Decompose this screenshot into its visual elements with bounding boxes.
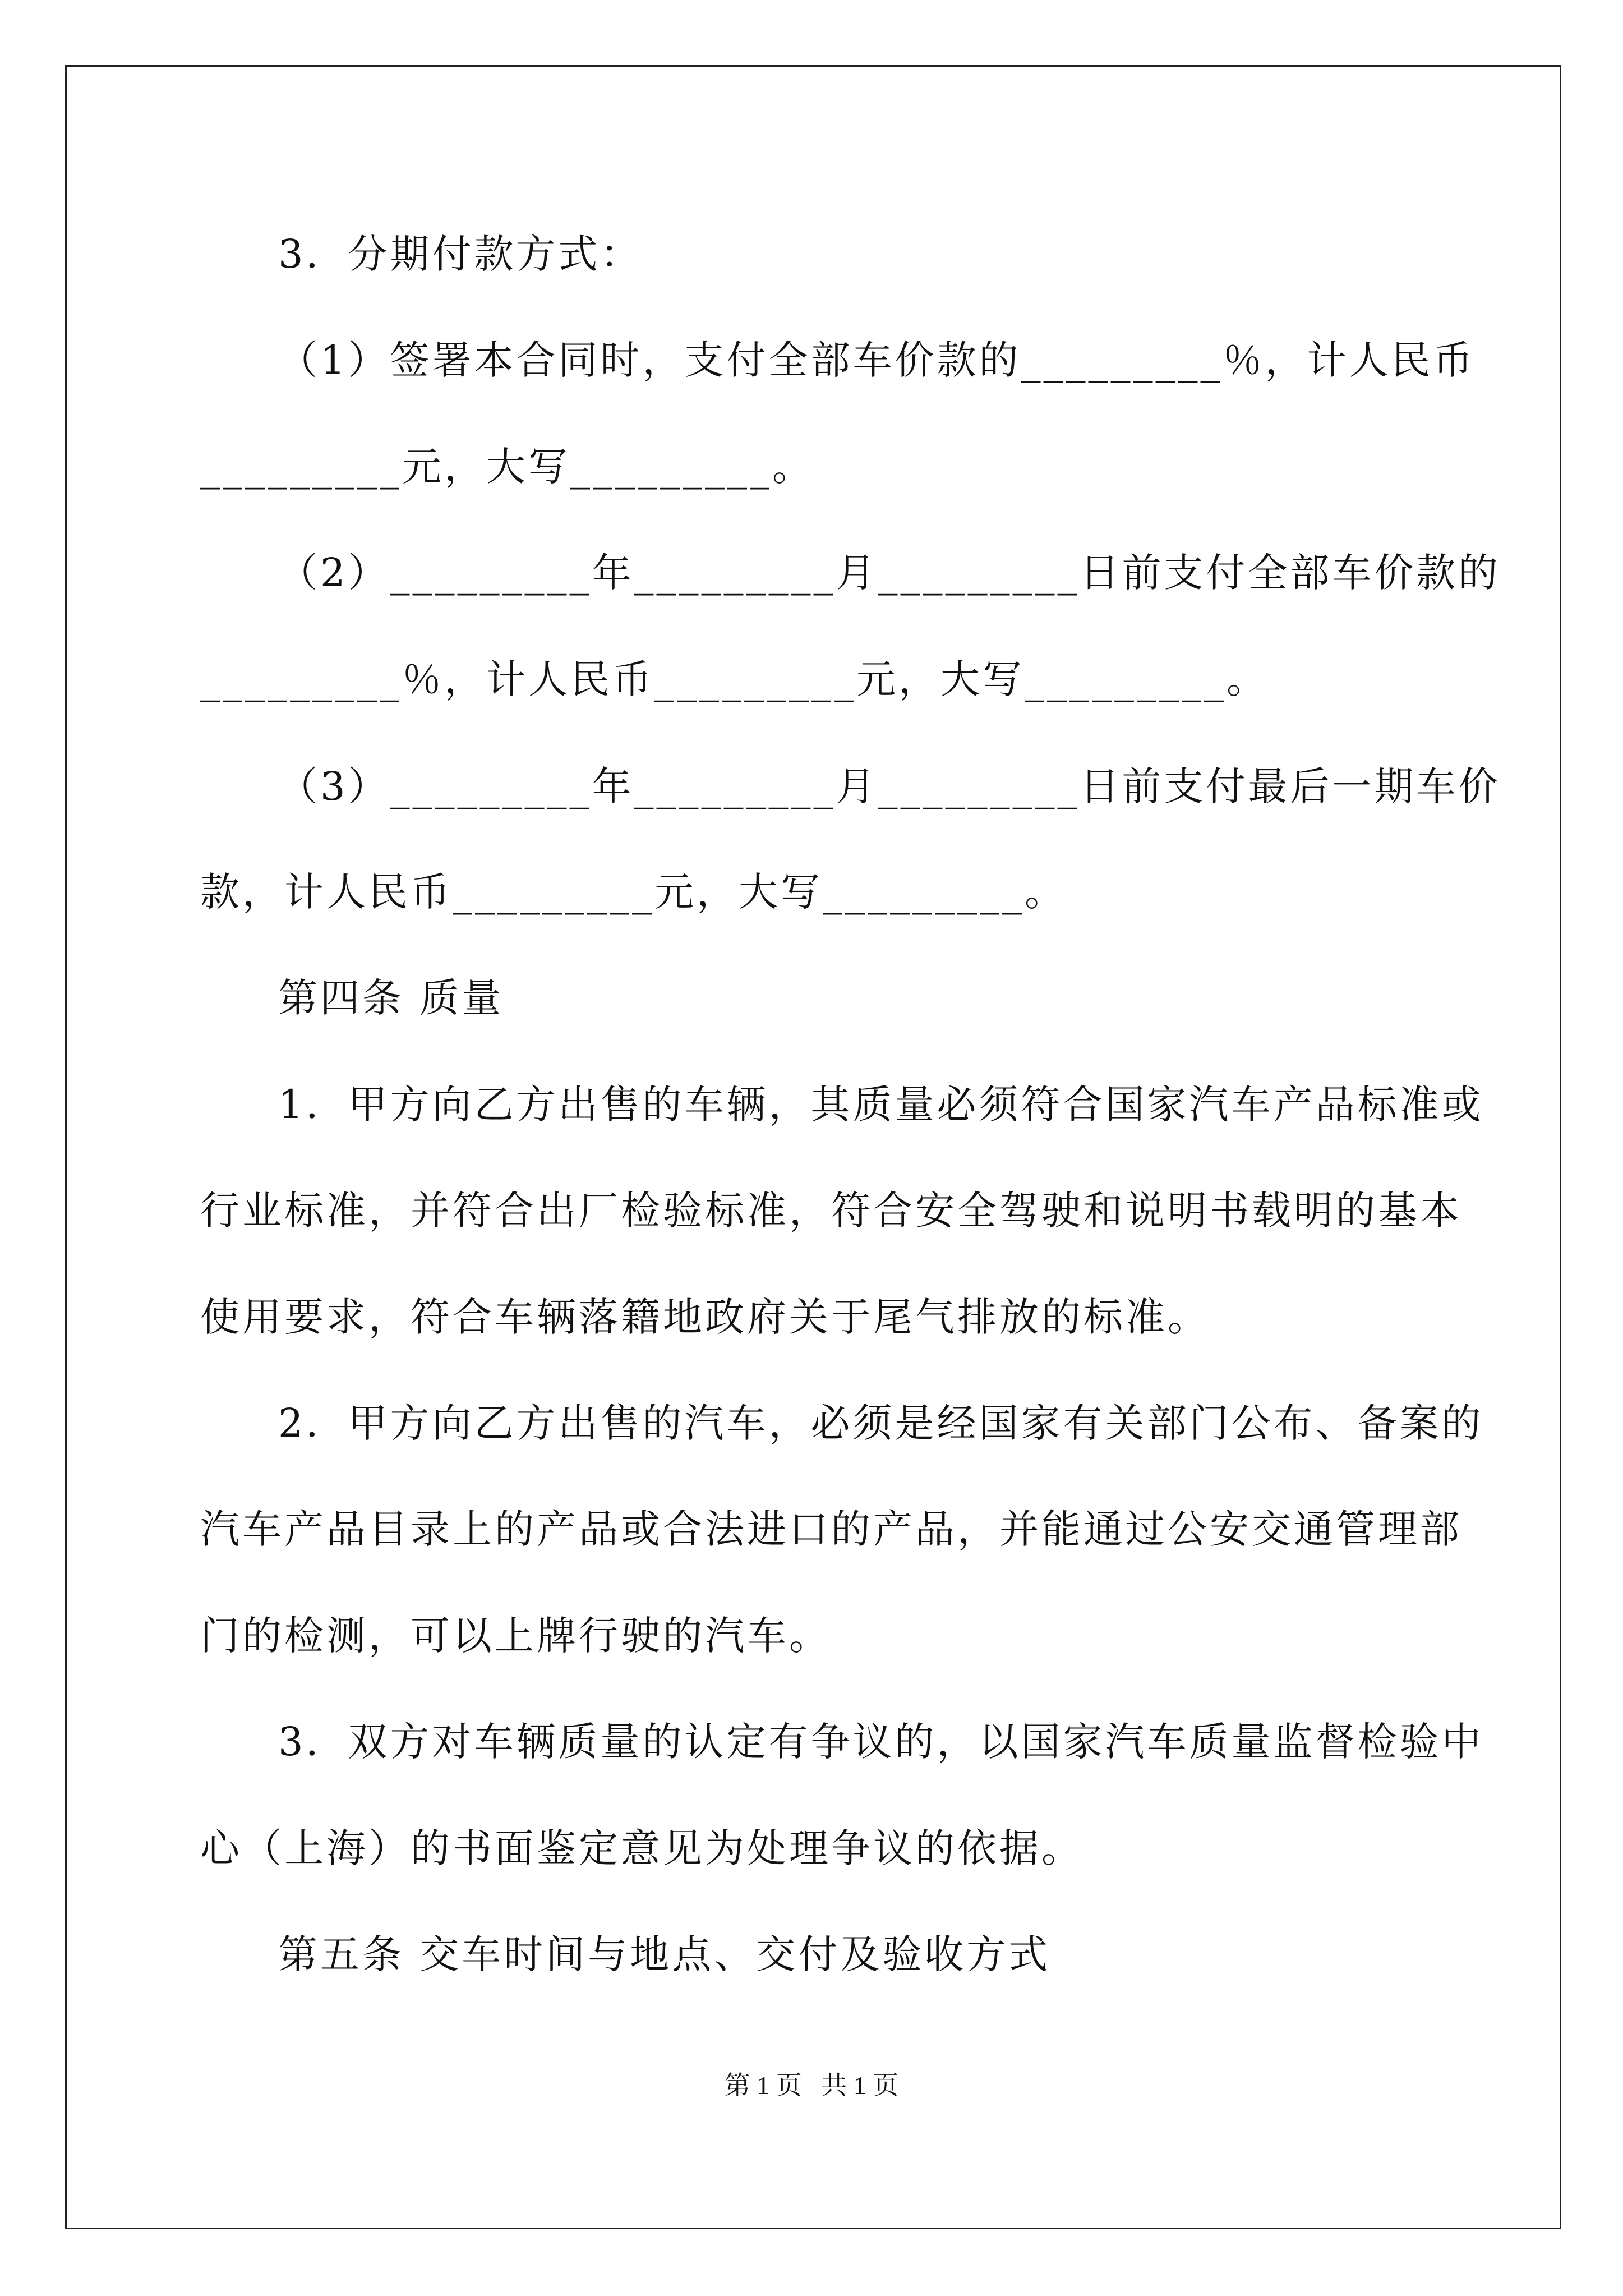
installment-item-3-line-1: （3）_________年_________月_________日前支付最后一期车价	[278, 763, 1501, 809]
installment-item-2-line-1: （2）_________年_________月_________日前支付全部车价款的	[278, 550, 1501, 596]
installment-item-3-line-2: 款，计人民币_________元，大写_________。	[200, 869, 1067, 915]
quality-clause-3-line-1: 3．双方对车辆质量的认定有争议的，以国家汽车质量监督检验中	[278, 1719, 1484, 1765]
installment-item-1-line-2: _________元，大写_________。	[200, 444, 814, 490]
quality-clause-1-line-3: 使用要求，符合车辆落籍地政府关于尾气排放的标准。	[200, 1294, 1210, 1340]
installment-item-1-line-1: （1）签署本合同时，支付全部车价款的_________％，计人民币	[278, 337, 1476, 383]
article-4-heading: 第四条 质量	[278, 975, 504, 1021]
installment-item-2-line-2: _________％，计人民币_________元，大写_________。	[200, 656, 1269, 702]
quality-clause-1-line-2: 行业标准，并符合出厂检验标准，符合安全驾驶和说明书载明的基本	[200, 1188, 1462, 1234]
quality-clause-1-line-1: 1．甲方向乙方出售的车辆，其质量必须符合国家汽车产品标准或	[278, 1082, 1484, 1128]
page-number-footer: 第 1 页 共 1 页	[724, 2071, 899, 2100]
quality-clause-3-line-2: 心（上海）的书面鉴定意见为处理争议的依据。	[200, 1825, 1083, 1871]
quality-clause-2-line-3: 门的检测，可以上牌行驶的汽车。	[200, 1613, 831, 1659]
installment-heading: 3．分期付款方式：	[278, 231, 643, 277]
article-5-heading: 第五条 交车时间与地点、交付及验收方式	[278, 1931, 1051, 1977]
quality-clause-2-line-1: 2．甲方向乙方出售的汽车，必须是经国家有关部门公布、备案的	[278, 1400, 1484, 1446]
page-border	[65, 65, 1561, 2229]
quality-clause-2-line-2: 汽车产品目录上的产品或合法进口的产品，并能通过公安交通管理部	[200, 1506, 1462, 1552]
